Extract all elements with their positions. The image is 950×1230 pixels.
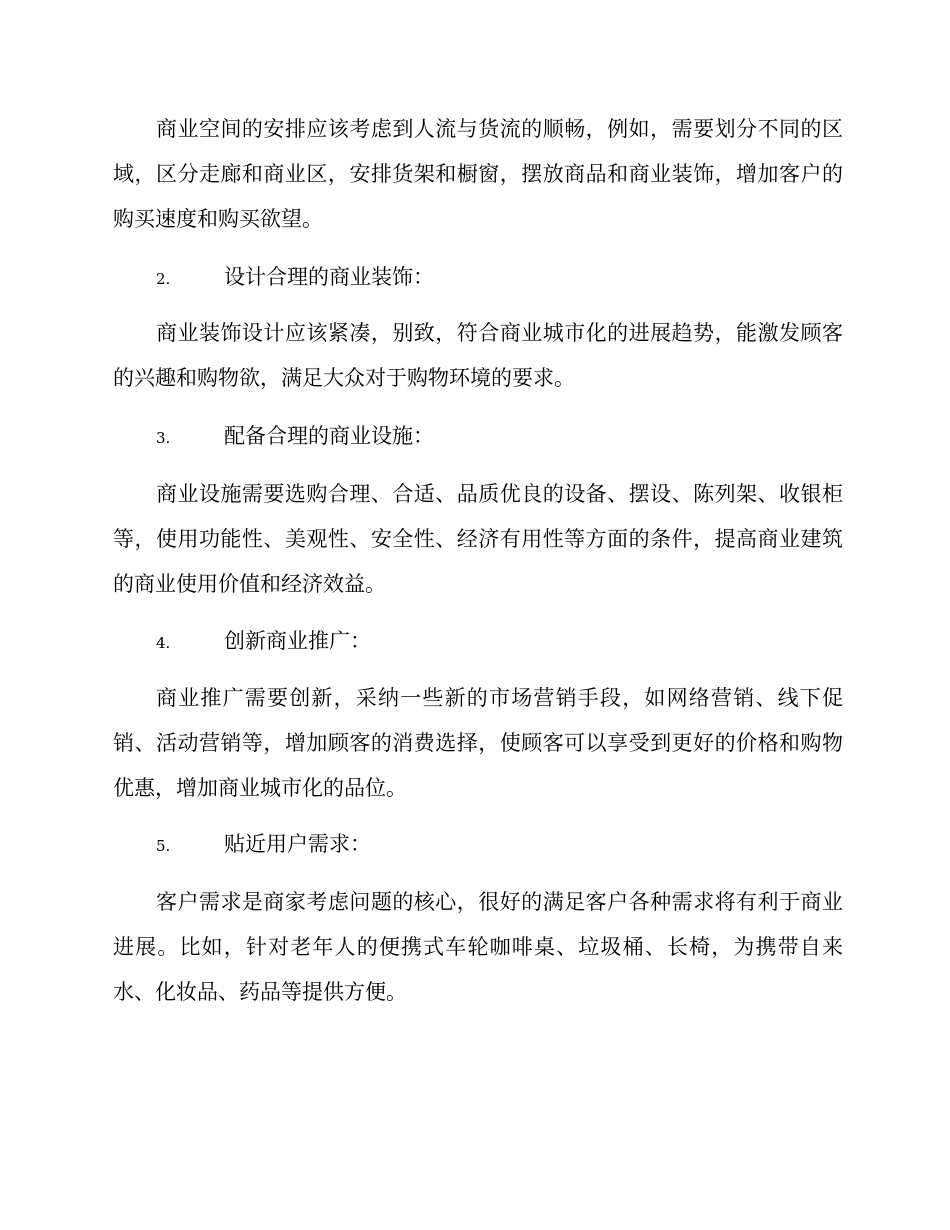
section-body-3: 商业设施需要选购合理、合适、品质优良的设备、摆设、陈列架、收银柜等，使用功能性、美观性、安全性、经济有用性等方面的条件，提高商业建筑的商业使用价值和经济效益。 xyxy=(113,482,843,596)
section-number: 2. xyxy=(156,270,171,288)
section-title: 配备合理的商业设施： xyxy=(224,424,434,448)
section-title: 创新商业推广： xyxy=(224,629,371,653)
section-heading-5 xyxy=(156,822,371,867)
section-body-2: 商业装饰设计应该紧凑，别致，符合商业城市化的进展趋势，能激发顾客的兴趣和购物欲，满足大众对于购物环境的要求。 xyxy=(113,321,843,390)
section-body-5: 客户需求是商家考虑问题的核心，很好的满足客户各种需求将有利于商业进展。比如，针对老年人的便携式车轮咖啡桌、垃圾桶、长椅，为携带自来水、化妆品、药品等提供方便。 xyxy=(113,890,843,1004)
intro-paragraph: 商业空间的安排应该考虑到人流与货流的顺畅，例如，需要划分不同的区域，区分走廊和商业区，安排货架和橱窗，摆放商品和商业装饰，增加客户的购买速度和购买欲望。 xyxy=(113,117,843,231)
section-number: 5. xyxy=(156,837,171,855)
section-title: 贴近用户需求： xyxy=(224,832,371,856)
section-title: 设计合理的商业装饰： xyxy=(224,265,434,289)
section-number: 3. xyxy=(156,429,171,447)
section-number: 4. xyxy=(156,634,171,652)
section-heading-2 xyxy=(156,255,434,300)
section-heading-4 xyxy=(156,619,371,664)
section-body-4: 商业推广需要创新，采纳一些新的市场营销手段，如网络营销、线下促销、活动营销等，增加顾客的消费选择，使顾客可以享受到更好的价格和购物优惠，增加商业城市化的品位。 xyxy=(113,686,843,800)
section-heading-3 xyxy=(156,414,434,459)
